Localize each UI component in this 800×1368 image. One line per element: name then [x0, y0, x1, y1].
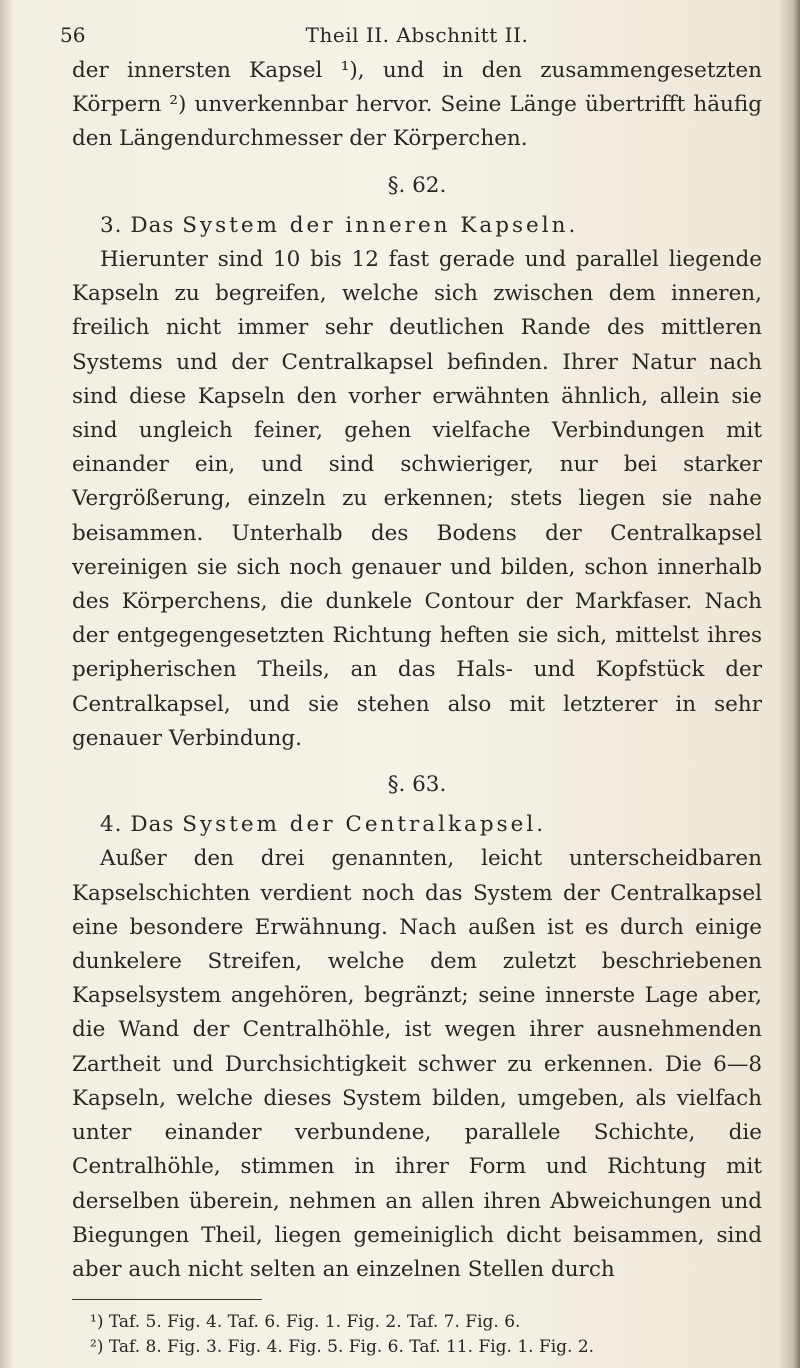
- section-62-heading: [72, 209, 762, 243]
- footnote-2: ²) Taf. 8. Fig. 3. Fig. 4. Fig. 5. Fig. 6. Taf. 11. Fig. 1. Fig. 2.: [90, 1337, 595, 1358]
- footnote-rule: [72, 1299, 262, 1300]
- section-62-heading-title: System der inneren Kapseln.: [182, 212, 579, 238]
- page-number: 56: [60, 23, 86, 47]
- section-62-number: §. 62.: [387, 172, 447, 198]
- footnote-1: ¹) Taf. 5. Fig. 4. Taf. 6. Fig. 1. Fig. 2. Taf. 7. Fig. 6.: [90, 1312, 521, 1333]
- page-binding-shadow: [778, 0, 800, 1368]
- section-62-body: Hierunter sind 10 bis 12 fast gerade und parallel liegende Kapseln zu begreifen, welche sich zwischen dem inneren, freilich nicht immer sehr deutlichen Rande des mittleren Systems und der Centralkapsel befinden. Ihrer Natur nach sind diese Kapseln den vorher erwähnten ähnlich, allein sie sind ungleich feiner, gehen vielfache Verbindungen mit einander ein, und sind schwieriger, nur bei starker Vergrößerung, einzeln zu erkennen; stets liegen sie nahe beisammen. Unterhalb des Bodens der Centralkapsel vereinigen sie sich noch genauer und bilden, schon innerhalb des Körperchens, die dunkele Contour der Markfaser. Nach der entgegengesetzten Richtung heften sie sich, mittelst ihres peripherischen Theils, an das Hals- und Kopfstück der Centralkapsel, und sie stehen also mit letzterer in sehr genauer Verbindung.: [72, 247, 762, 751]
- section-62-heading-prefix: 3. Das: [100, 212, 175, 238]
- section-63-heading-prefix: 4. Das: [100, 812, 175, 838]
- page-left-shadow: [0, 0, 14, 1368]
- section-63-body: Außer den drei genannten, leicht unterscheidbaren Kapselschichten verdient noch das System der Centralkapsel eine besondere Erwähnung. Nach außen ist es durch einige dunkelere Streifen, welche dem zuletzt beschriebenen Kapselsystem angehören, begränzt; seine innerste Lage aber, die Wand der Centralhöhle, ist wegen ihrer ausnehmenden Zartheit und Durchsichtigkeit schwer zu erkennen. Die 6—8 Kapseln, welche dieses System bilden, umgeben, als vielfach unter einander verbundene, parallele Schichte, die Centralhöhle, stimmen in ihrer Form und Richtung mit derselben überein, nehmen an allen ihren Abweichungen und Biegungen Theil, liegen gemeiniglich dicht beisammen, sind aber auch nicht selten an einzelnen Stellen durch: [72, 846, 762, 1282]
- section-63-heading-title: System der Centralkapsel.: [182, 812, 547, 838]
- section-63-number: §. 63.: [387, 772, 447, 798]
- page-header: [60, 18, 762, 54]
- section-63-heading: [72, 808, 762, 842]
- running-title: Theil II. Abschnitt II.: [305, 23, 529, 47]
- intro-paragraph: der innersten Kapsel ¹), und in den zusammengesetzten Körpern ²) unverkennbar hervor. Seine Länge übertrifft häufig den Längendurchmesser der Körperchen.: [72, 58, 762, 152]
- page-content: [60, 18, 762, 1360]
